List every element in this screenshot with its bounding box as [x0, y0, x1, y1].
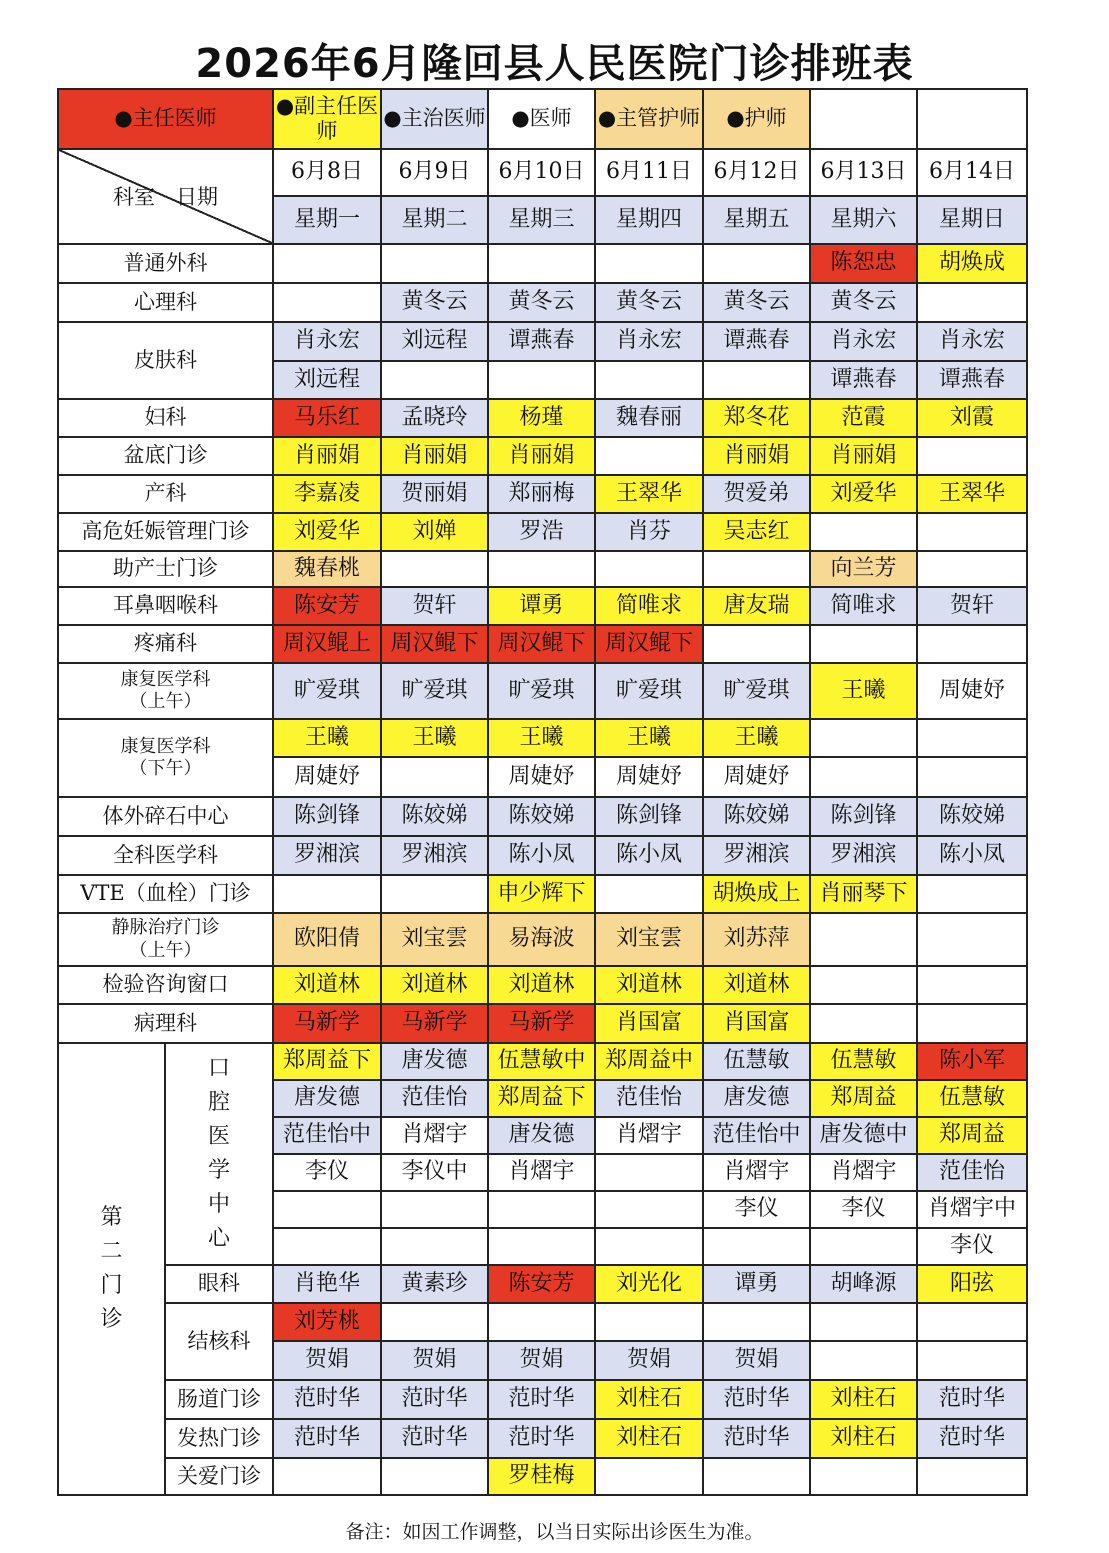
schedule-cell: 范时华 — [703, 1419, 810, 1458]
schedule-cell: 谭燕春 — [488, 322, 595, 361]
schedule-cell: 李仪 — [273, 1154, 381, 1191]
schedule-cell: 旷爱琪 — [703, 663, 810, 719]
schedule-cell: 王翠华 — [917, 475, 1027, 513]
schedule-cell — [810, 513, 917, 551]
schedule-cell: 周汉鲲下 — [595, 625, 703, 663]
schedule-cell: 范佳怡中 — [273, 1117, 381, 1154]
schedule-cell: 申少辉下 — [488, 875, 595, 913]
schedule-cell: 王曦 — [381, 719, 488, 757]
schedule-cell: 周汉鲲上 — [273, 625, 381, 663]
schedule-cell — [488, 1191, 595, 1228]
schedule-cell — [917, 966, 1027, 1004]
dept-label: 关爱门诊 — [165, 1458, 273, 1495]
schedule-cell: 旷爱琪 — [488, 663, 595, 719]
table-row — [58, 875, 1027, 913]
table-row — [58, 475, 1027, 513]
schedule-cell: 王曦 — [488, 719, 595, 757]
schedule-cell — [810, 1004, 917, 1043]
schedule-cell: 肖丽娟 — [488, 437, 595, 475]
schedule-cell: 周婕妤 — [273, 757, 381, 797]
schedule-cell — [917, 875, 1027, 913]
schedule-cell: 马新学 — [273, 1004, 381, 1043]
schedule-cell: 刘婵 — [381, 513, 488, 551]
table-row — [58, 1419, 1027, 1458]
schedule-cell: 刘宝雲 — [595, 913, 703, 966]
schedule-cell: 周汉鲲下 — [381, 625, 488, 663]
schedule-cell: 欧阳倩 — [273, 913, 381, 966]
legend-chief: ●主任医师 — [58, 89, 273, 149]
schedule-cell — [381, 757, 488, 797]
legend-attending: ●主治医师 — [381, 89, 488, 149]
schedule-cell — [273, 283, 381, 322]
schedule-cell: 陈姣娣 — [917, 797, 1027, 836]
schedule-cell: 陈姣娣 — [488, 797, 595, 836]
table-row — [58, 551, 1027, 587]
dept-label: 检验咨询窗口 — [58, 966, 273, 1004]
schedule-cell — [917, 625, 1027, 663]
schedule-cell: 刘柱石 — [810, 1380, 917, 1419]
schedule-cell: 郑周益 — [810, 1080, 917, 1117]
schedule-cell — [488, 1303, 595, 1341]
schedule-cell: 肖芬 — [595, 513, 703, 551]
schedule-cell: 郑周益中 — [595, 1043, 703, 1080]
schedule-cell: 刘爱华 — [810, 475, 917, 513]
schedule-cell: 周婕妤 — [917, 663, 1027, 719]
schedule-cell — [381, 1458, 488, 1495]
schedule-cell: 李仪 — [810, 1191, 917, 1228]
schedule-cell: 谭勇 — [703, 1265, 810, 1303]
schedule-cell — [381, 244, 488, 283]
dept-label: 体外碎石中心 — [58, 797, 273, 836]
schedule-cell: 罗湘滨 — [381, 836, 488, 875]
date-cell: 6月9日 — [381, 149, 488, 196]
schedule-table — [57, 88, 1028, 1496]
schedule-cell: 陈剑锋 — [810, 797, 917, 836]
schedule-cell: 刘芳桃 — [273, 1303, 381, 1341]
dept-label: VTE（血栓）门诊 — [58, 875, 273, 913]
schedule-cell: 刘柱石 — [595, 1419, 703, 1458]
schedule-cell: 范霞 — [810, 399, 917, 437]
schedule-cell: 王曦 — [595, 719, 703, 757]
weekday-cell: 星期三 — [488, 196, 595, 244]
schedule-cell — [917, 1004, 1027, 1043]
schedule-cell — [273, 1458, 381, 1495]
weekday-cell: 星期六 — [810, 196, 917, 244]
schedule-cell: 罗桂梅 — [488, 1458, 595, 1495]
schedule-cell — [917, 551, 1027, 587]
schedule-cell: 刘苏萍 — [703, 913, 810, 966]
table-row — [58, 513, 1027, 551]
schedule-cell: 范佳怡中 — [703, 1117, 810, 1154]
dept-label: 耳鼻咽喉科 — [58, 587, 273, 625]
table-row — [58, 437, 1027, 475]
schedule-cell: 刘远程 — [273, 361, 381, 399]
second-clinic-label: 第 二 门 诊 — [58, 1043, 165, 1495]
corner-header: 科室 日期 — [58, 149, 273, 244]
schedule-cell: 谭勇 — [488, 587, 595, 625]
schedule-cell: 陈安芳 — [273, 587, 381, 625]
schedule-cell: 旷爱琪 — [595, 663, 703, 719]
table-row — [58, 1458, 1027, 1495]
table-row — [58, 244, 1027, 283]
schedule-cell: 伍慧敏 — [810, 1043, 917, 1080]
schedule-cell: 马乐红 — [273, 399, 381, 437]
schedule-cell — [488, 361, 595, 399]
schedule-cell — [381, 1303, 488, 1341]
legend-head-nurse: ●主管护师 — [595, 89, 703, 149]
schedule-cell: 阳弦 — [917, 1265, 1027, 1303]
schedule-cell: 旷爱琪 — [273, 663, 381, 719]
schedule-cell — [488, 244, 595, 283]
weekday-cell: 星期四 — [595, 196, 703, 244]
schedule-cell: 唐发德 — [273, 1080, 381, 1117]
schedule-cell: 向兰芳 — [810, 551, 917, 587]
schedule-cell — [381, 1191, 488, 1228]
schedule-cell — [703, 1228, 810, 1265]
dept-label: 肠道门诊 — [165, 1380, 273, 1419]
legend-nurse: ●护师 — [703, 89, 810, 149]
schedule-cell — [595, 244, 703, 283]
schedule-cell: 肖永宏 — [595, 322, 703, 361]
schedule-cell: 刘柱石 — [810, 1419, 917, 1458]
schedule-cell: 陈剑锋 — [273, 797, 381, 836]
date-cell: 6月12日 — [703, 149, 810, 196]
schedule-cell — [595, 551, 703, 587]
schedule-cell — [917, 1341, 1027, 1380]
schedule-cell — [917, 757, 1027, 797]
schedule-cell: 贺娟 — [488, 1341, 595, 1380]
date-cell: 6月10日 — [488, 149, 595, 196]
schedule-cell: 肖丽娟 — [703, 437, 810, 475]
schedule-cell: 周婕妤 — [595, 757, 703, 797]
dept-label: 发热门诊 — [165, 1419, 273, 1458]
oral-center-label: 口 腔 医 学 中 心 — [165, 1043, 273, 1265]
schedule-cell: 肖永宏 — [917, 322, 1027, 361]
table-row — [58, 587, 1027, 625]
schedule-cell: 范时华 — [488, 1380, 595, 1419]
schedule-cell — [595, 437, 703, 475]
schedule-cell: 唐发德 — [381, 1043, 488, 1080]
schedule-cell: 肖永宏 — [273, 322, 381, 361]
schedule-cell — [595, 1303, 703, 1341]
schedule-cell: 肖国富 — [595, 1004, 703, 1043]
schedule-cell — [595, 875, 703, 913]
table-row — [58, 913, 1027, 966]
schedule-cell: 罗浩 — [488, 513, 595, 551]
table-row — [58, 836, 1027, 875]
schedule-cell: 李仪 — [703, 1191, 810, 1228]
table-row — [58, 1043, 1027, 1080]
schedule-cell: 罗湘滨 — [810, 836, 917, 875]
schedule-cell — [381, 1228, 488, 1265]
schedule-cell — [488, 1228, 595, 1265]
schedule-cell: 郑周益 — [917, 1117, 1027, 1154]
dept-label: 心理科 — [58, 283, 273, 322]
schedule-cell: 范佳怡 — [381, 1080, 488, 1117]
schedule-cell: 唐发德 — [703, 1080, 810, 1117]
schedule-cell: 伍慧敏 — [703, 1043, 810, 1080]
date-cell: 6月11日 — [595, 149, 703, 196]
table-row — [58, 1380, 1027, 1419]
schedule-cell: 伍慧敏 — [917, 1080, 1027, 1117]
schedule-cell: 郑冬花 — [703, 399, 810, 437]
schedule-cell: 贺娟 — [595, 1341, 703, 1380]
schedule-cell: 陈姣娣 — [703, 797, 810, 836]
schedule-cell — [273, 1228, 381, 1265]
page-title: 2026年6月隆回县人民医院门诊排班表 — [195, 41, 914, 87]
schedule-cell — [917, 719, 1027, 757]
schedule-cell: 陈安芳 — [488, 1265, 595, 1303]
schedule-cell: 周婕妤 — [488, 757, 595, 797]
schedule-cell — [917, 513, 1027, 551]
schedule-cell: 唐发德 — [488, 1117, 595, 1154]
schedule-cell — [917, 1303, 1027, 1341]
schedule-cell: 肖熠宇 — [703, 1154, 810, 1191]
schedule-cell — [917, 437, 1027, 475]
schedule-cell: 贺娟 — [273, 1341, 381, 1380]
schedule-cell: 肖熠宇 — [381, 1117, 488, 1154]
schedule-cell: 贺娟 — [381, 1341, 488, 1380]
schedule-cell: 范时华 — [488, 1419, 595, 1458]
schedule-cell — [273, 875, 381, 913]
table-row — [58, 719, 1027, 757]
table-row — [58, 399, 1027, 437]
schedule-cell: 肖熠宇 — [810, 1154, 917, 1191]
schedule-cell — [917, 283, 1027, 322]
schedule-cell: 刘道林 — [595, 966, 703, 1004]
dept-label: 康复医学科 （下午） — [58, 719, 273, 797]
schedule-cell: 范时华 — [381, 1419, 488, 1458]
schedule-cell — [381, 551, 488, 587]
schedule-cell: 黄冬云 — [595, 283, 703, 322]
dept-label: 产科 — [58, 475, 273, 513]
schedule-cell: 刘道林 — [488, 966, 595, 1004]
schedule-cell: 吴志红 — [703, 513, 810, 551]
schedule-cell: 简唯求 — [810, 587, 917, 625]
schedule-cell: 黄冬云 — [810, 283, 917, 322]
schedule-cell — [273, 1191, 381, 1228]
schedule-cell: 范时华 — [381, 1380, 488, 1419]
schedule-cell: 肖熠宇中 — [917, 1191, 1027, 1228]
schedule-cell — [810, 1458, 917, 1495]
schedule-cell: 范时华 — [273, 1380, 381, 1419]
schedule-cell: 谭燕春 — [917, 361, 1027, 399]
legend-row — [58, 89, 1027, 149]
dept-label: 全科医学科 — [58, 836, 273, 875]
schedule-cell: 王曦 — [810, 663, 917, 719]
schedule-cell: 肖丽娟 — [381, 437, 488, 475]
schedule-cell: 魏春丽 — [595, 399, 703, 437]
schedule-cell: 马新学 — [381, 1004, 488, 1043]
schedule-cell: 贺轩 — [381, 587, 488, 625]
schedule-cell — [381, 361, 488, 399]
dept-label: 眼科 — [165, 1265, 273, 1303]
schedule-cell: 陈小军 — [917, 1043, 1027, 1080]
dept-label: 静脉治疗门诊 （上午） — [58, 913, 273, 966]
schedule-cell: 胡焕成 — [917, 244, 1027, 283]
legend-physician: ●医师 — [488, 89, 595, 149]
schedule-cell: 肖熠宇 — [488, 1154, 595, 1191]
schedule-cell: 孟晓玲 — [381, 399, 488, 437]
schedule-cell — [810, 1228, 917, 1265]
schedule-cell: 肖丽琴下 — [810, 875, 917, 913]
schedule-cell: 范时华 — [273, 1419, 381, 1458]
weekday-cell: 星期五 — [703, 196, 810, 244]
table-row — [58, 966, 1027, 1004]
schedule-cell: 刘道林 — [703, 966, 810, 1004]
weekday-cell: 星期二 — [381, 196, 488, 244]
schedule-cell: 陈恕忠 — [810, 244, 917, 283]
schedule-cell: 郑周益下 — [273, 1043, 381, 1080]
schedule-cell: 李嘉凌 — [273, 475, 381, 513]
weekday-cell: 星期日 — [917, 196, 1027, 244]
schedule-cell — [810, 1341, 917, 1380]
schedule-cell: 王翠华 — [595, 475, 703, 513]
schedule-cell: 刘道林 — [381, 966, 488, 1004]
schedule-cell: 肖熠宇 — [595, 1117, 703, 1154]
schedule-cell: 唐发德中 — [810, 1117, 917, 1154]
dept-label: 妇科 — [58, 399, 273, 437]
schedule-cell — [703, 361, 810, 399]
schedule-cell — [595, 1458, 703, 1495]
schedule-cell: 肖艳华 — [273, 1265, 381, 1303]
schedule-cell: 魏春桃 — [273, 551, 381, 587]
dept-label: 结核科 — [165, 1303, 273, 1380]
schedule-cell: 刘霞 — [917, 399, 1027, 437]
schedule-cell — [810, 966, 917, 1004]
schedule-cell: 罗湘滨 — [273, 836, 381, 875]
schedule-cell — [595, 1191, 703, 1228]
schedule-cell: 黄素珍 — [381, 1265, 488, 1303]
table-row — [58, 625, 1027, 663]
schedule-cell — [703, 244, 810, 283]
dept-label: 高危妊娠管理门诊 — [58, 513, 273, 551]
schedule-cell: 刘道林 — [273, 966, 381, 1004]
schedule-cell — [810, 719, 917, 757]
schedule-cell: 贺轩 — [917, 587, 1027, 625]
schedule-cell — [703, 551, 810, 587]
schedule-cell: 马新学 — [488, 1004, 595, 1043]
date-row — [58, 149, 1027, 196]
schedule-cell — [595, 1154, 703, 1191]
date-cell: 6月14日 — [917, 149, 1027, 196]
schedule-cell: 贺丽娟 — [381, 475, 488, 513]
schedule-cell — [810, 1303, 917, 1341]
schedule-cell: 陈剑锋 — [595, 797, 703, 836]
schedule-cell — [273, 244, 381, 283]
table-row — [58, 797, 1027, 836]
schedule-cell: 王曦 — [273, 719, 381, 757]
schedule-cell: 刘宝雲 — [381, 913, 488, 966]
schedule-cell: 黄冬云 — [381, 283, 488, 322]
dept-label: 康复医学科 （上午） — [58, 663, 273, 719]
dept-label: 盆底门诊 — [58, 437, 273, 475]
schedule-cell: 王曦 — [703, 719, 810, 757]
schedule-cell: 李仪 — [917, 1228, 1027, 1265]
schedule-cell: 郑周益下 — [488, 1080, 595, 1117]
table-row — [58, 1303, 1027, 1341]
table-row — [58, 1265, 1027, 1303]
footnote: 备注：如因工作调整，以当日实际出诊医生为准。 — [345, 1521, 764, 1543]
schedule-cell — [917, 1458, 1027, 1495]
schedule-cell: 肖永宏 — [810, 322, 917, 361]
schedule-cell: 罗湘滨 — [703, 836, 810, 875]
table-row — [58, 1004, 1027, 1043]
schedule-cell — [381, 875, 488, 913]
schedule-cell: 范时华 — [917, 1380, 1027, 1419]
schedule-cell: 杨瑾 — [488, 399, 595, 437]
schedule-cell — [703, 625, 810, 663]
schedule-cell: 周汉鲲下 — [488, 625, 595, 663]
dept-label: 皮肤科 — [58, 322, 273, 399]
dept-label: 疼痛科 — [58, 625, 273, 663]
schedule-cell — [703, 1458, 810, 1495]
schedule-cell: 刘柱石 — [595, 1380, 703, 1419]
schedule-cell: 肖丽娟 — [810, 437, 917, 475]
dept-label: 病理科 — [58, 1004, 273, 1043]
schedule-cell: 贺爱弟 — [703, 475, 810, 513]
schedule-cell: 周婕妤 — [703, 757, 810, 797]
schedule-cell: 范时华 — [703, 1380, 810, 1419]
schedule-cell: 黄冬云 — [703, 283, 810, 322]
schedule-cell — [703, 1303, 810, 1341]
schedule-cell: 谭燕春 — [703, 322, 810, 361]
schedule-cell: 易海波 — [488, 913, 595, 966]
schedule-cell — [810, 625, 917, 663]
date-cell: 6月8日 — [273, 149, 381, 196]
schedule-cell: 唐友瑞 — [703, 587, 810, 625]
schedule-cell — [917, 913, 1027, 966]
schedule-cell: 郑丽梅 — [488, 475, 595, 513]
schedule-cell: 陈小凤 — [917, 836, 1027, 875]
schedule-cell: 胡焕成上 — [703, 875, 810, 913]
schedule-cell: 简唯求 — [595, 587, 703, 625]
schedule-cell: 陈姣娣 — [381, 797, 488, 836]
schedule-cell: 刘光化 — [595, 1265, 703, 1303]
schedule-cell: 范佳怡 — [917, 1154, 1027, 1191]
schedule-cell — [595, 1228, 703, 1265]
schedule-cell — [595, 361, 703, 399]
dept-label: 助产士门诊 — [58, 551, 273, 587]
schedule-cell: 肖丽娟 — [273, 437, 381, 475]
schedule-cell: 谭燕春 — [810, 361, 917, 399]
schedule-cell: 黄冬云 — [488, 283, 595, 322]
schedule-cell: 刘爱华 — [273, 513, 381, 551]
date-cell: 6月13日 — [810, 149, 917, 196]
schedule-cell — [488, 551, 595, 587]
schedule-cell: 肖国富 — [703, 1004, 810, 1043]
schedule-cell: 李仪中 — [381, 1154, 488, 1191]
table-row — [58, 322, 1027, 361]
dept-label: 普通外科 — [58, 244, 273, 283]
schedule-cell: 刘远程 — [381, 322, 488, 361]
schedule-cell — [810, 757, 917, 797]
weekday-cell: 星期一 — [273, 196, 381, 244]
schedule-cell: 陈小凤 — [488, 836, 595, 875]
schedule-cell: 胡峰源 — [810, 1265, 917, 1303]
schedule-cell: 范佳怡 — [595, 1080, 703, 1117]
legend-associate-chief: ●副主任医师 — [273, 89, 381, 149]
schedule-cell: 伍慧敏中 — [488, 1043, 595, 1080]
table-row — [58, 663, 1027, 719]
schedule-cell: 贺娟 — [703, 1341, 810, 1380]
schedule-cell — [810, 913, 917, 966]
schedule-cell: 范时华 — [917, 1419, 1027, 1458]
schedule-cell: 陈小凤 — [595, 836, 703, 875]
schedule-cell: 旷爱琪 — [381, 663, 488, 719]
table-row — [58, 283, 1027, 322]
